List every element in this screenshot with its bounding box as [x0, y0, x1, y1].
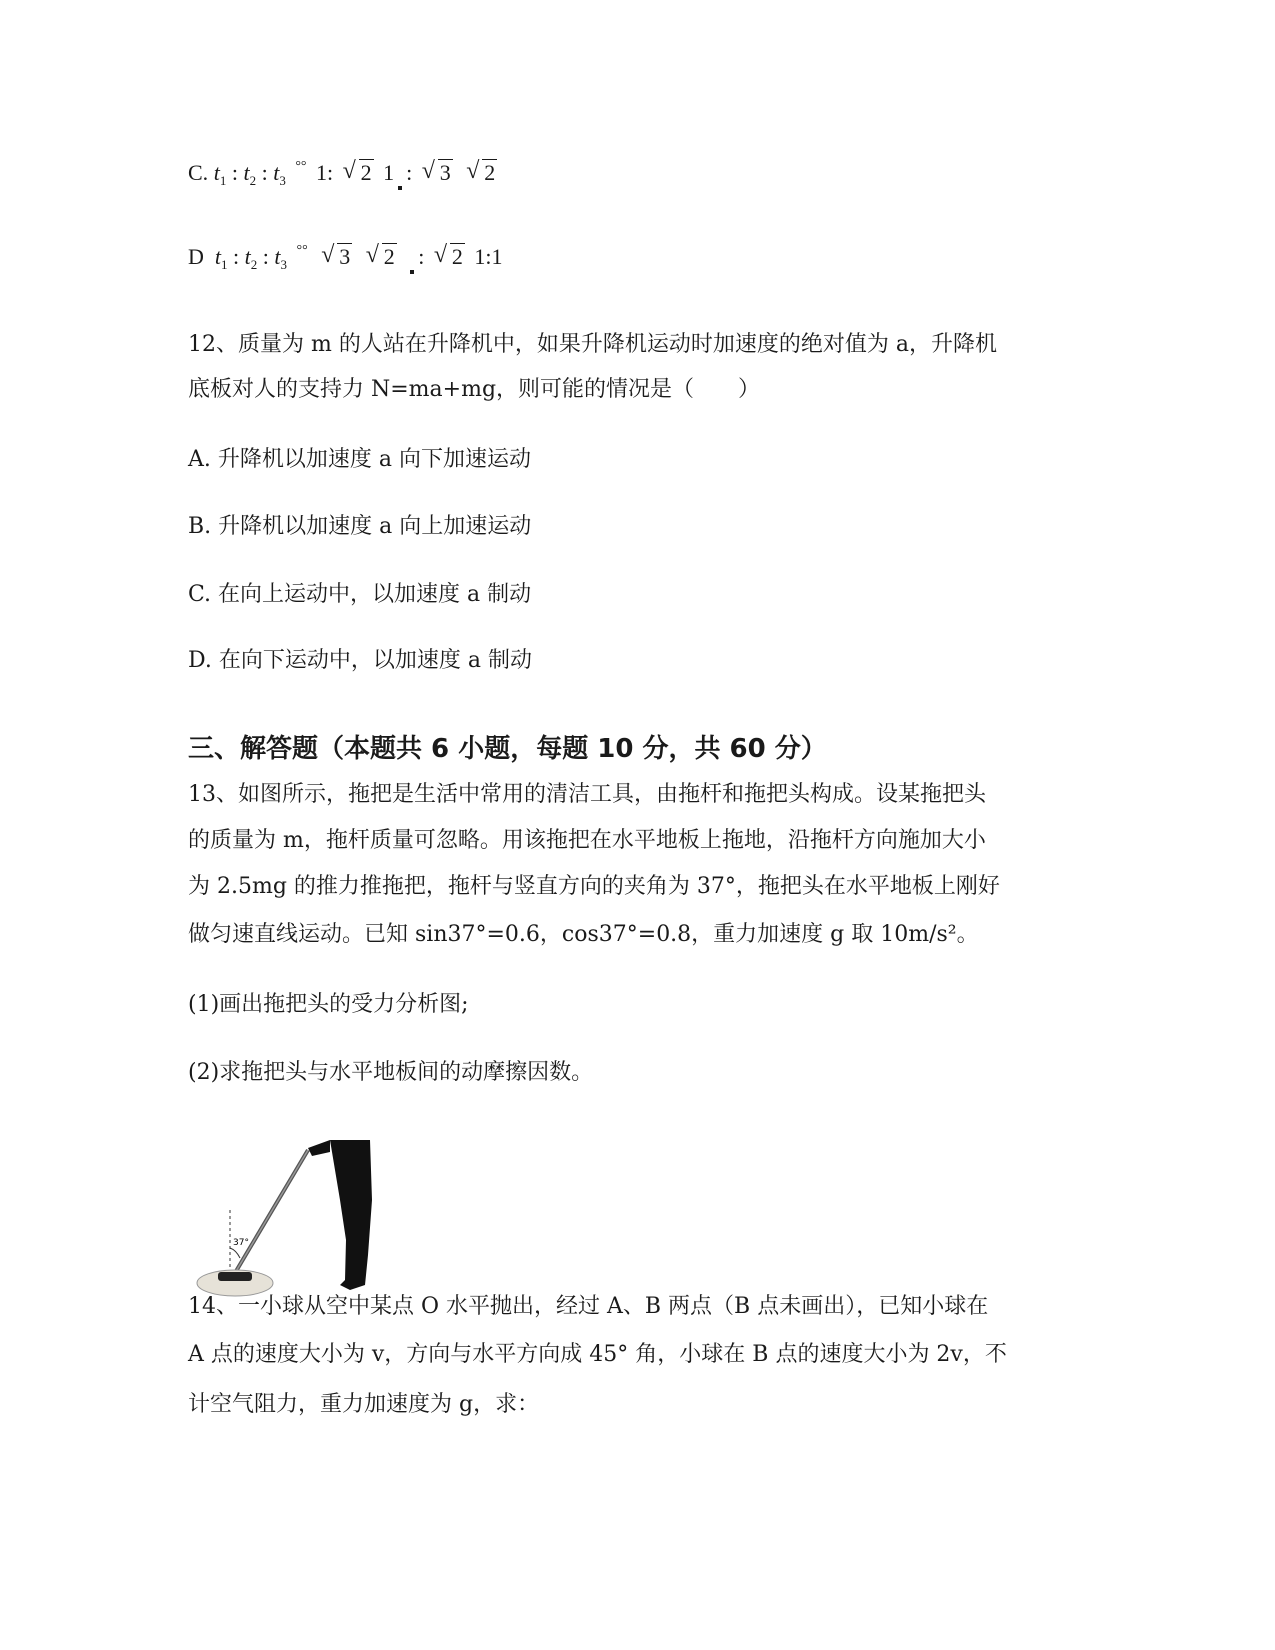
- q13-line1: 13、如图所示，拖把是生活中常用的清洁工具，由拖杆和拖把头构成。设某拖把头: [188, 782, 986, 807]
- sqrt-2: √ 2: [343, 158, 374, 188]
- option-d-label: D: [188, 244, 204, 269]
- person-legs: [330, 1140, 372, 1290]
- ring-mark: °°: [296, 243, 308, 258]
- q12-option-c: C. 在向上运动中，以加速度 a 制动: [188, 582, 532, 607]
- q12-option-a: A. 升降机以加速度 a 向下加速运动: [188, 447, 531, 472]
- sqrt-3: √ 3: [422, 158, 453, 188]
- q13-line3: 为 2.5mg 的推力推拖把，拖杆与竖直方向的夹角为 37°，拖把头在水平地板上刚好: [188, 874, 1000, 899]
- t3: $t_3$: [273, 160, 286, 188]
- q12-option-b: B. 升降机以加速度 a 向上加速运动: [188, 514, 532, 539]
- mop-figure: [190, 1140, 400, 1310]
- sqrt-2b: √ 2: [434, 242, 465, 272]
- q12-line1: 12、质量为 m 的人站在升降机中，如果升降机运动时加速度的绝对值为 a，升降机: [188, 332, 997, 357]
- t1: $t_1$: [213, 160, 227, 188]
- angle-arc: [230, 1248, 240, 1258]
- t2: $t_2$: [243, 160, 257, 188]
- sqrt-2: √ 2: [366, 242, 397, 272]
- q13-line2: 的质量为 m，拖杆质量可忽略。用该拖把在水平地板上拖地，沿拖杆方向施加大小: [188, 828, 986, 853]
- option-c-label: C.: [188, 160, 209, 185]
- option-d: D $t_1$ : $t_2$ : $t_3$ °° √ 3 √ 2 : √ 2 1:1: [188, 236, 502, 280]
- q12-option-d: D. 在向下运动中，以加速度 a 制动: [188, 648, 532, 673]
- mop-pole-highlight: [232, 1150, 308, 1278]
- angle-label: 37°: [233, 1238, 249, 1248]
- person-hand: [308, 1140, 330, 1156]
- q13-sub1: (1)画出拖把头的受力分析图;: [188, 992, 469, 1017]
- q13-sub2: (2)求拖把头与水平地板间的动摩擦因数。: [188, 1060, 594, 1085]
- option-c: C. $t_1$ : $t_2$ : $t_3$ °° 1: √ 2 1 : √ 3 √ 2: [188, 152, 501, 196]
- q14-line1: 14、一小球从空中某点 O 水平抛出，经过 A、B 两点（B 点未画出），已知小球在: [188, 1294, 989, 1319]
- q14-line2: A 点的速度大小为 v，方向与水平方向成 45° 角，小球在 B 点的速度大小为 2v，不: [188, 1342, 1007, 1367]
- q13-line4: 做匀速直线运动。已知 sin37°=0.6，cos37°=0.8，重力加速度 g 取 10m/s²。: [188, 922, 979, 947]
- ring-mark: °°: [295, 159, 307, 174]
- section-heading: 三、解答题（本题共 6 小题，每题 10 分，共 60 分）: [188, 734, 827, 764]
- mop-head-base: [218, 1272, 252, 1281]
- q14-line3: 计空气阻力，重力加速度为 g，求：: [188, 1392, 540, 1417]
- sqrt-3: √ 3: [321, 242, 352, 272]
- q12-line2: 底板对人的支持力 N=ma+mg，则可能的情况是（ ）: [188, 377, 761, 402]
- sqrt-2b: √ 2: [466, 158, 497, 188]
